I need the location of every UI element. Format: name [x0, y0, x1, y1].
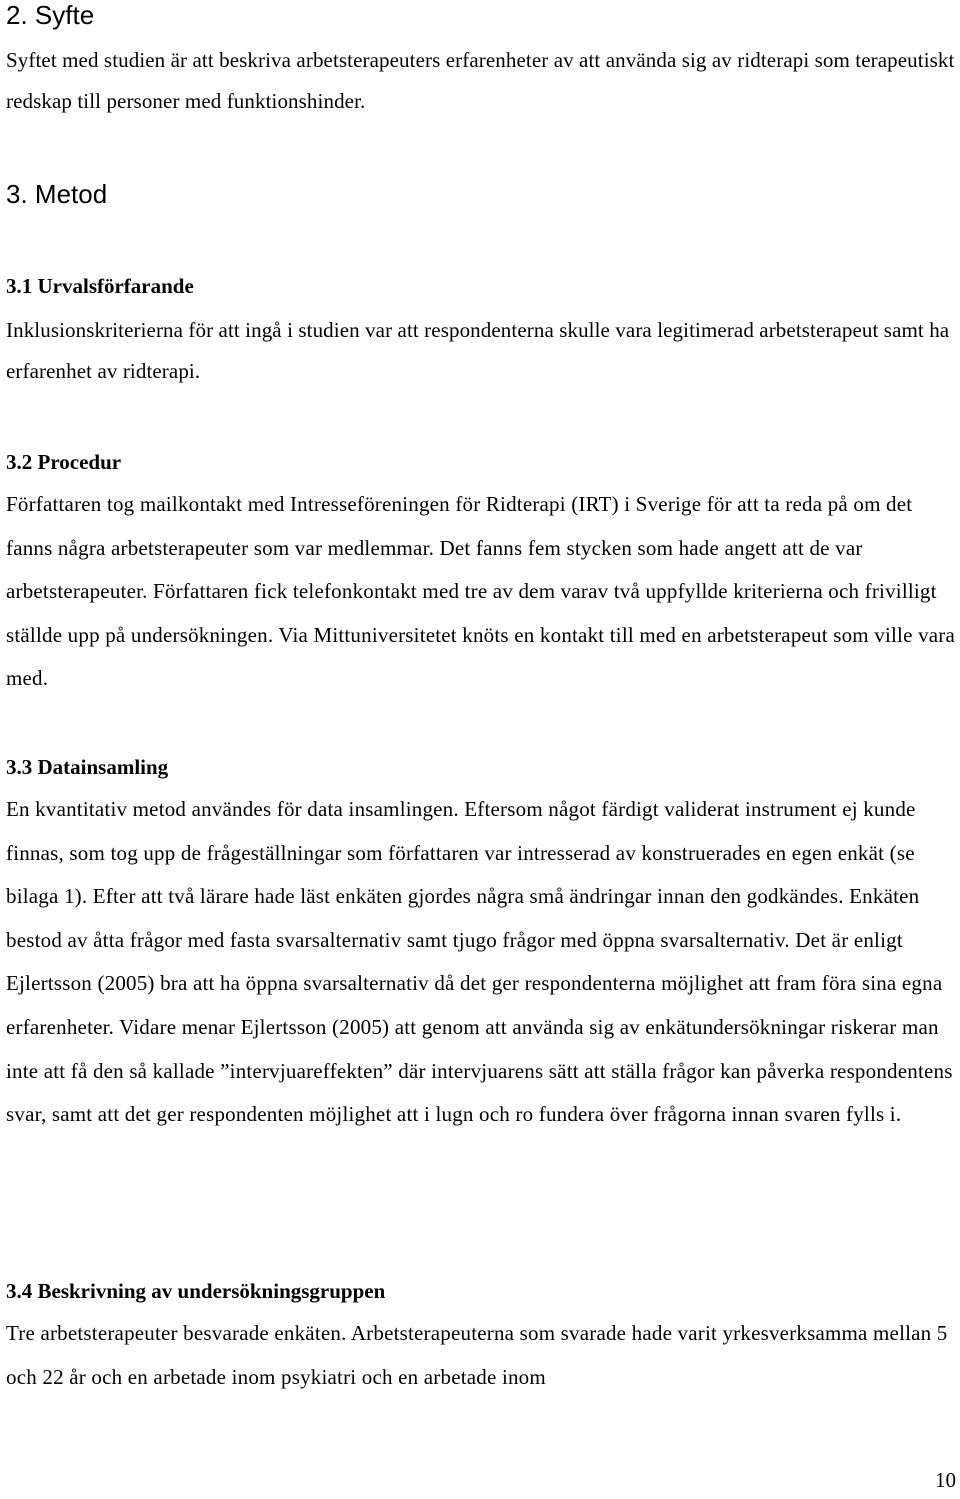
page-number: 10: [935, 1468, 956, 1492]
paragraph-procedur: Författaren tog mailkontakt med Intresseföreningen för Ridterapi (IRT) i Sverige för att ta reda på om det fanns några arbetsterapeuter som var medlemmar. Det fanns fem stycken som hade angett att de var arbetsterapeuter. Författaren fick telefonkontakt med tre av dem varav två uppfyllde kriterierna och frivilligt ställde upp på undersökningen. Via Mittuniversitetet knöts en kontakt till med en arbetsterapeut som ville vara med.: [6, 492, 955, 691]
heading-urvalsforfarande: 3.1 Urvalsförfarande: [6, 274, 194, 298]
paragraph-syfte: Syftet med studien är att beskriva arbetsterapeuters erfarenheter av att använda sig av ridterapi som terapeutiskt redskap till personer med funktionshinder.: [6, 48, 955, 113]
heading-metod: 3. Metod: [6, 179, 108, 209]
paragraph-datainsamling: En kvantitativ metod användes för data insamlingen. Eftersom något färdigt validerat instrument ej kunde finnas, som tog upp de frågeställningar som författaren var intresserad av konstruerades en egen enkät (se bilaga 1). Efter att två lärare hade läst enkäten gjordes några små ändringar innan den godkändes. Enkäten bestod av åtta frågor med fasta svarsalternativ samt tjugo frågor med öppna svarsalternativ. Det är enligt Ejlertsson (2005) bra att ha öppna svarsalternativ då det ger respondenterna möjlighet att fram föra sina egna erfarenheter. Vidare menar Ejlertsson (2005) att genom att använda sig av enkätundersökningar riskerar man inte att få den så kallade ”intervjuareffekten” där intervjuarens sätt att ställa frågor kan påverka respondentens svar, samt att det ger respondenten möjlighet att i lugn och ro fundera över frågorna innan svaren fylls i.: [6, 797, 953, 1127]
paragraph-beskrivning: Tre arbetsterapeuter besvarade enkäten. Arbetsterapeuterna som svarade hade varit yrkesverksamma mellan 5 och 22 år och en arbetade inom psykiatri och en arbetade inom: [6, 1321, 948, 1389]
heading-beskrivning: 3.4 Beskrivning av undersökningsgruppen: [6, 1279, 386, 1303]
heading-datainsamling: 3.3 Datainsamling: [6, 755, 169, 779]
heading-procedur: 3.2 Procedur: [6, 450, 122, 474]
paragraph-urvalsforfarande: Inklusionskriterierna för att ingå i studien var att respondenterna skulle vara legitimerad arbetsterapeut samt ha erfarenhet av ridterapi.: [6, 318, 950, 383]
heading-syfte: 2. Syfte: [6, 0, 95, 30]
